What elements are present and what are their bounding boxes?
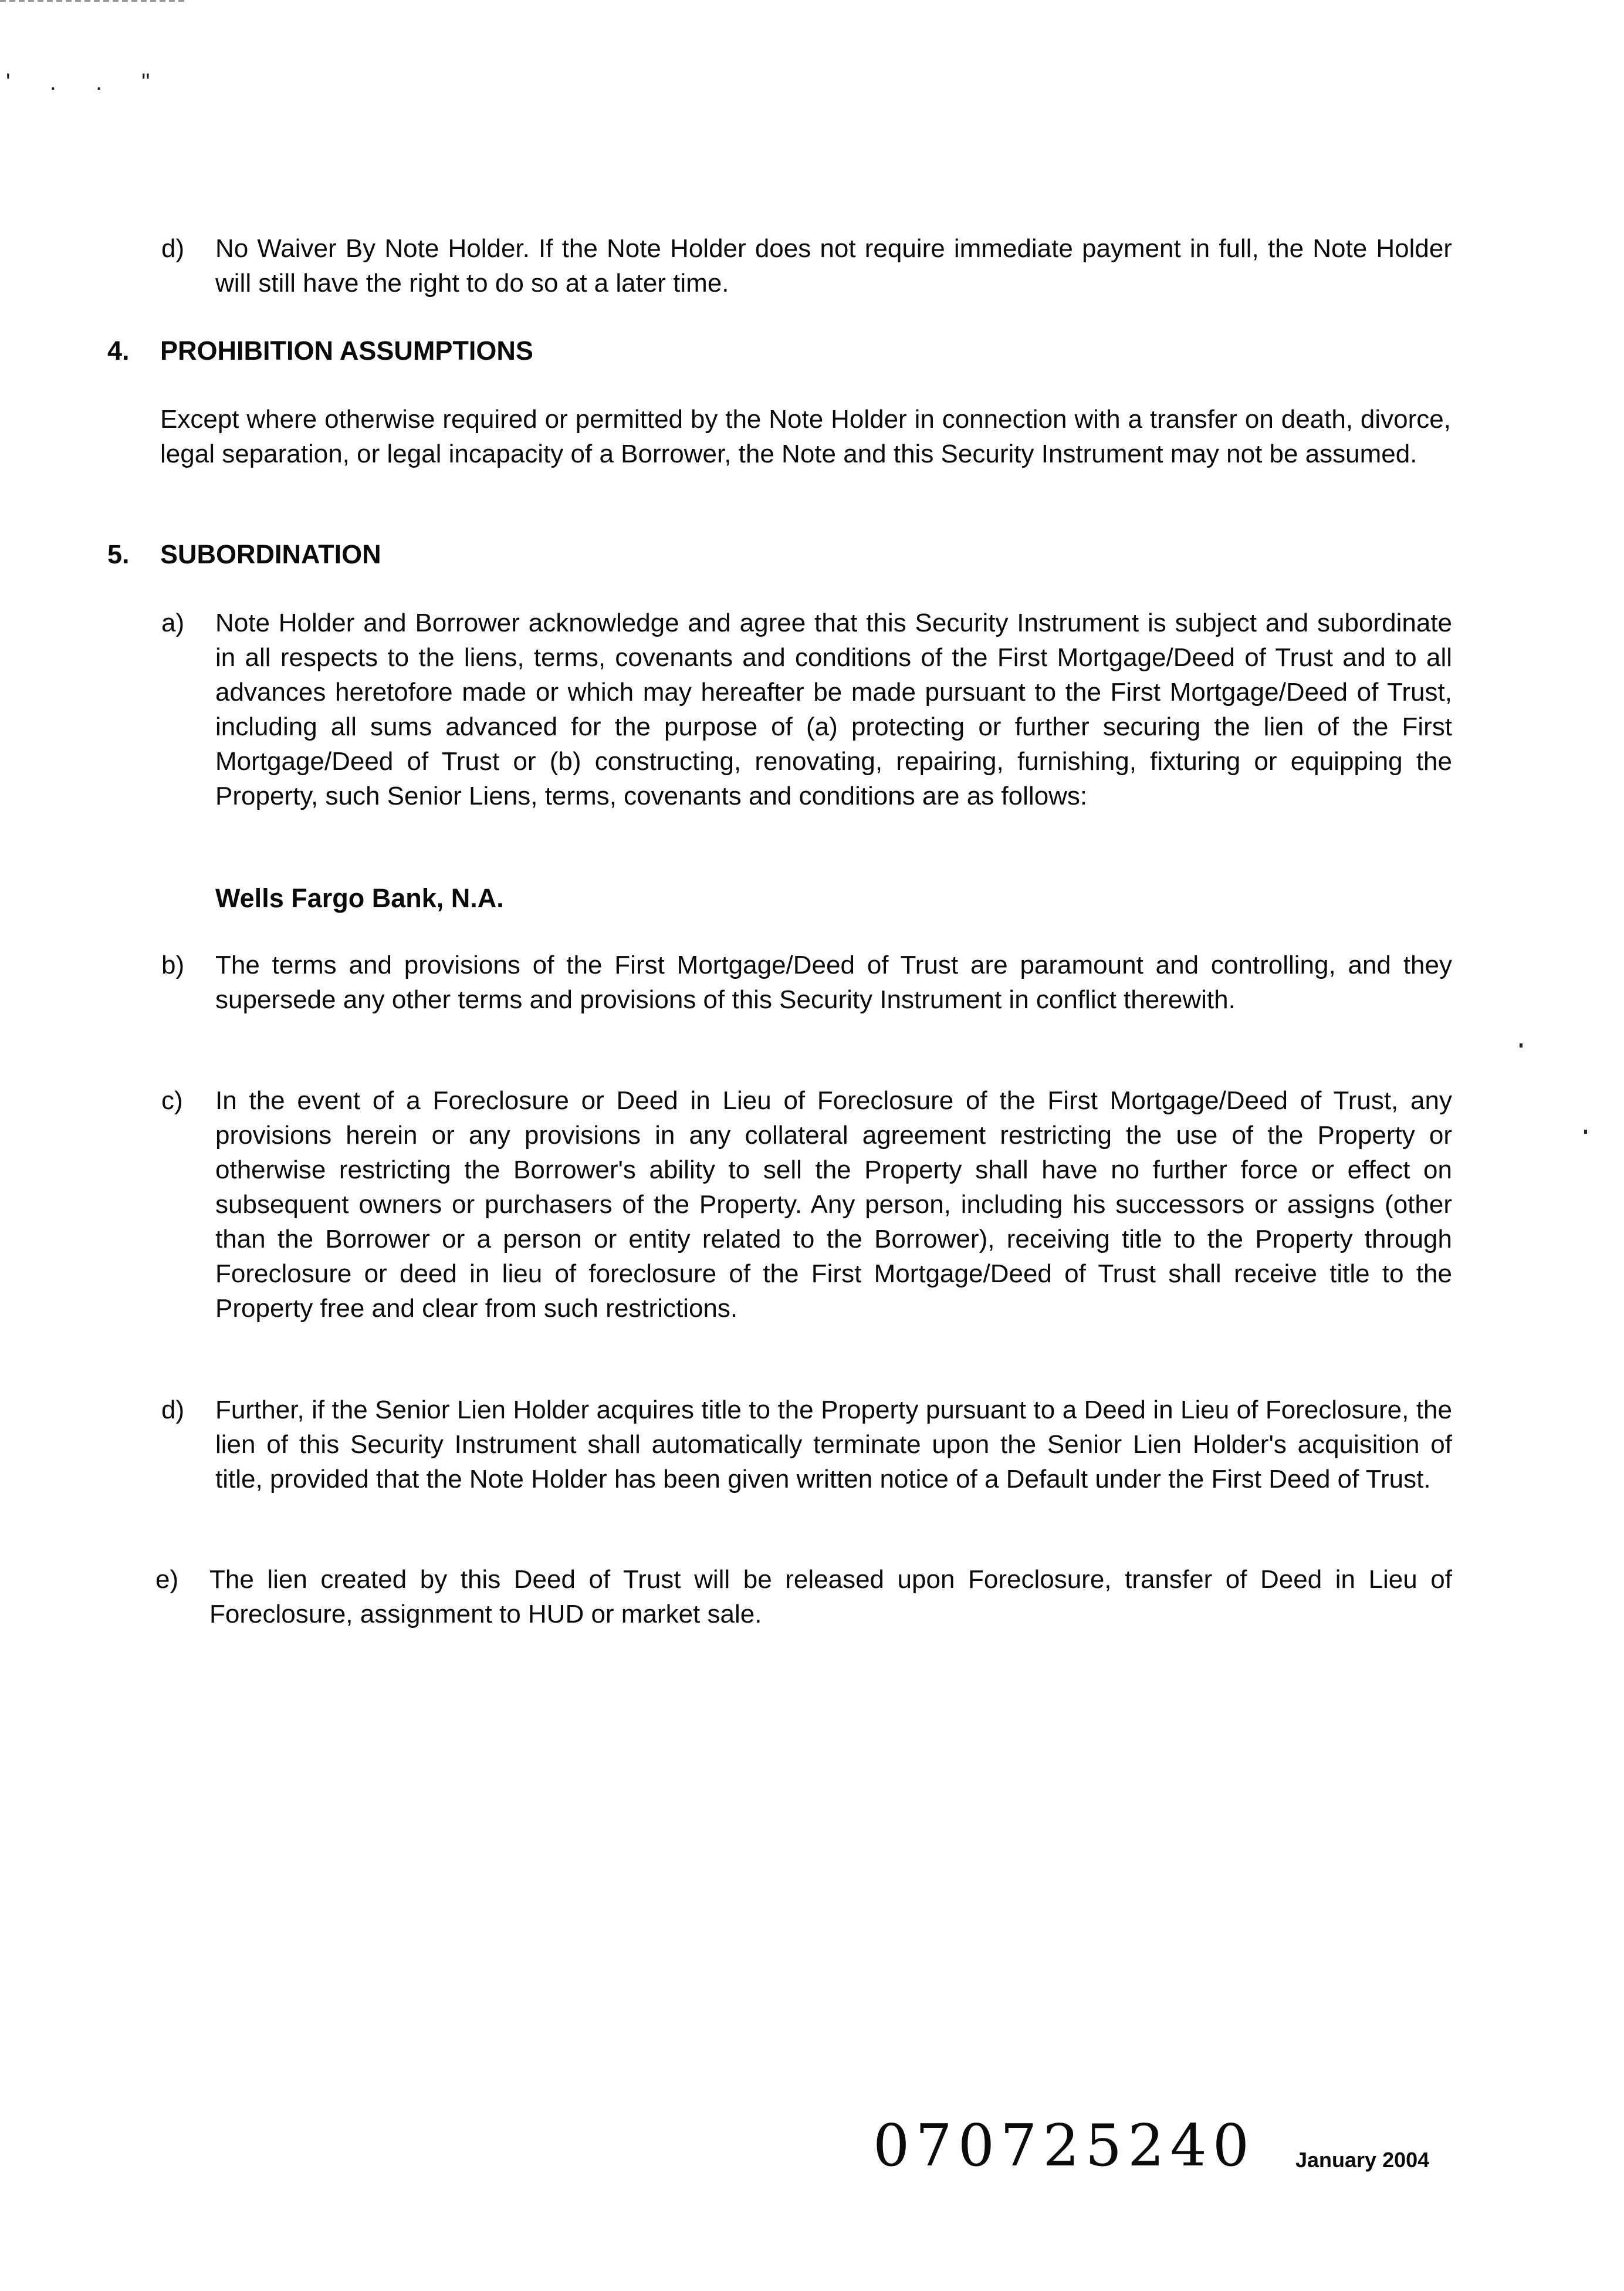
item-e-label: e) [155, 1565, 179, 1594]
scan-speck [1520, 1043, 1522, 1047]
item-b-label: b) [161, 951, 185, 979]
senior-lien-holder-name: Wells Fargo Bank, N.A. [215, 883, 504, 913]
item-e-text: The lien created by this Deed of Trust will be released upon Foreclosure, transfer of Deed in Lieu of Foreclosure, assignment to HUD or market sale. [209, 1565, 1452, 1628]
item-d-label: d) [161, 1395, 185, 1424]
subordination-item-e [155, 1562, 1452, 1631]
subordination-item-d [161, 1393, 1452, 1496]
section-4-title: PROHIBITION ASSUMPTIONS [160, 336, 533, 366]
subordination-item-c [161, 1083, 1452, 1326]
item-a-text: Note Holder and Borrower acknowledge and agree that this Security Instrument is subject and subordinate in all respects to the liens, terms, covenants and conditions of the First Mortgage/Deed of Trust and to all advances heretofore made or which may hereafter be made pursuant to the First Mortgage/Deed of Trust, including all sums advanced for the purpose of (a) protecting or further securing the lien of the First Mortgage/Deed of Trust or (b) constructing, renovating, repairing, furnishing, fixturing or equipping the Property, such Senior Liens, terms, covenants and conditions are as follows: [215, 609, 1452, 810]
item-a-label: a) [161, 609, 185, 637]
section-5-title: SUBORDINATION [160, 539, 381, 569]
scan-edge-rule [0, 0, 188, 2]
form-date: January 2004 [1295, 2148, 1430, 2172]
section-4-number: 4. [107, 336, 130, 366]
item-c-text: In the event of a Foreclosure or Deed in Lieu of Foreclosure of the First Mortgage/Deed of Trust, any provisions herein or any provisions in any collateral agreement restricting the use of the Property or otherwise restricting the Borrower's ability to sell the Property shall have no further force or effect on subsequent owners or purchasers of the Property. Any person, including his successors or assigns (other than the Borrower or a person or entity related to the Borrower), receiving title to the Property through Foreclosure or deed in lieu of foreclosure of the First Mortgage/Deed of Trust shall receive title to the Property free and clear from such restrictions. [215, 1086, 1452, 1323]
section-4-body: Except where otherwise required or permitted by the Note Holder in connection with a transfer on death, divorce, legal separation, or legal incapacity of a Borrower, the Note and this Security Instrument may not be assumed. [160, 405, 1451, 468]
item-d-text: Further, if the Senior Lien Holder acquires title to the Property pursuant to a Deed in Lieu of Foreclosure, the lien of this Security Instrument shall automatically terminate upon the Senior Lien Holder's acquisition of title, provided that the Note Holder has been given written notice of a Default under the First Deed of Trust. [215, 1395, 1452, 1493]
waiver-label: d) [161, 234, 185, 263]
subordination-item-a [161, 606, 1452, 813]
document-number: 070725240 [873, 2113, 1256, 2180]
subordination-item-b [161, 948, 1452, 1017]
item-b-text: The terms and provisions of the First Mortgage/Deed of Trust are paramount and controlling, and they supersede any other terms and provisions of this Security Instrument in conflict therewith. [215, 951, 1452, 1014]
waiver-text: No Waiver By Note Holder. If the Note Holder does not require immediate payment in full, the Note Holder will still have the right to do so at a later time. [215, 234, 1452, 298]
scan-corner-marks: ' . . " [6, 69, 167, 95]
section-5-number: 5. [107, 539, 130, 569]
section-4-heading [107, 333, 811, 369]
item-c-label: c) [161, 1086, 183, 1115]
section-5-heading [107, 537, 811, 572]
waiver-item [161, 231, 1452, 300]
scan-speck [1584, 1130, 1587, 1134]
